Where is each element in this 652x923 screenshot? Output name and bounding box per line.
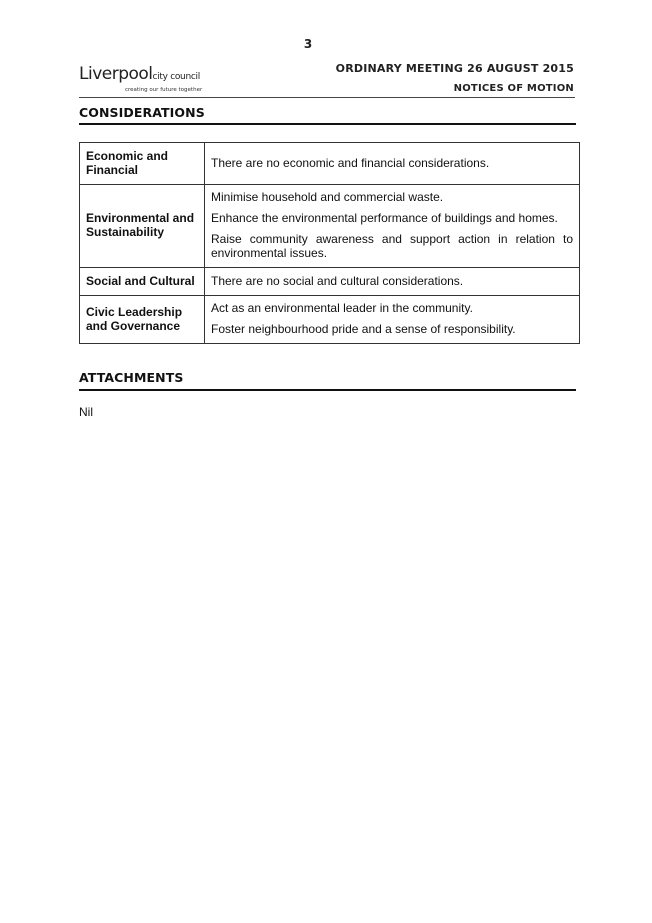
council-logo xyxy=(79,66,219,96)
attachments-heading: ATTACHMENTS xyxy=(79,370,184,385)
consideration-item: Enhance the environmental performance of buildings and homes. xyxy=(211,211,558,226)
consideration-item: There are no economic and financial considerations. xyxy=(211,155,490,170)
table-row xyxy=(80,143,580,185)
considerations-table xyxy=(79,142,580,344)
attachments-divider xyxy=(79,389,576,391)
row-label-social: Social and Cultural xyxy=(80,268,205,296)
header-divider xyxy=(79,97,575,98)
logo-name-main: Liverpool xyxy=(79,64,153,84)
consideration-item: Minimise household and commercial waste. xyxy=(211,190,444,205)
logo-tagline: creating our future together xyxy=(125,87,203,93)
consideration-item: Act as an environmental leader in the community. xyxy=(211,301,473,316)
meeting-title: ORDINARY MEETING 26 AUGUST 2015 xyxy=(335,62,574,75)
page-number: 3 xyxy=(303,37,313,51)
row-label-environmental: Environmental and Sustainability xyxy=(80,185,205,268)
attachments-text: Nil xyxy=(79,405,93,419)
table-row xyxy=(80,268,580,296)
row-content-civic xyxy=(205,296,580,344)
considerations-heading: CONSIDERATIONS xyxy=(79,105,205,120)
row-content-environmental xyxy=(205,185,580,268)
logo-wordmark xyxy=(79,66,200,83)
consideration-item: There are no social and cultural considerations. xyxy=(211,273,464,288)
row-content-social xyxy=(205,268,580,296)
document-section-title: NOTICES OF MOTION xyxy=(453,83,574,94)
consideration-item: Foster neighbourhood pride and a sense of responsibility. xyxy=(211,322,516,336)
row-content-economic xyxy=(205,143,580,185)
logo-name-sub: city council xyxy=(152,72,200,82)
row-label-civic: Civic Leadership and Governance xyxy=(80,296,205,344)
consideration-item: Raise community awareness and support action in relation to environmental issues. xyxy=(211,232,573,260)
considerations-divider xyxy=(79,123,576,125)
table-row xyxy=(80,296,580,344)
row-label-economic: Economic and Financial xyxy=(80,143,205,185)
table-row xyxy=(80,185,580,268)
